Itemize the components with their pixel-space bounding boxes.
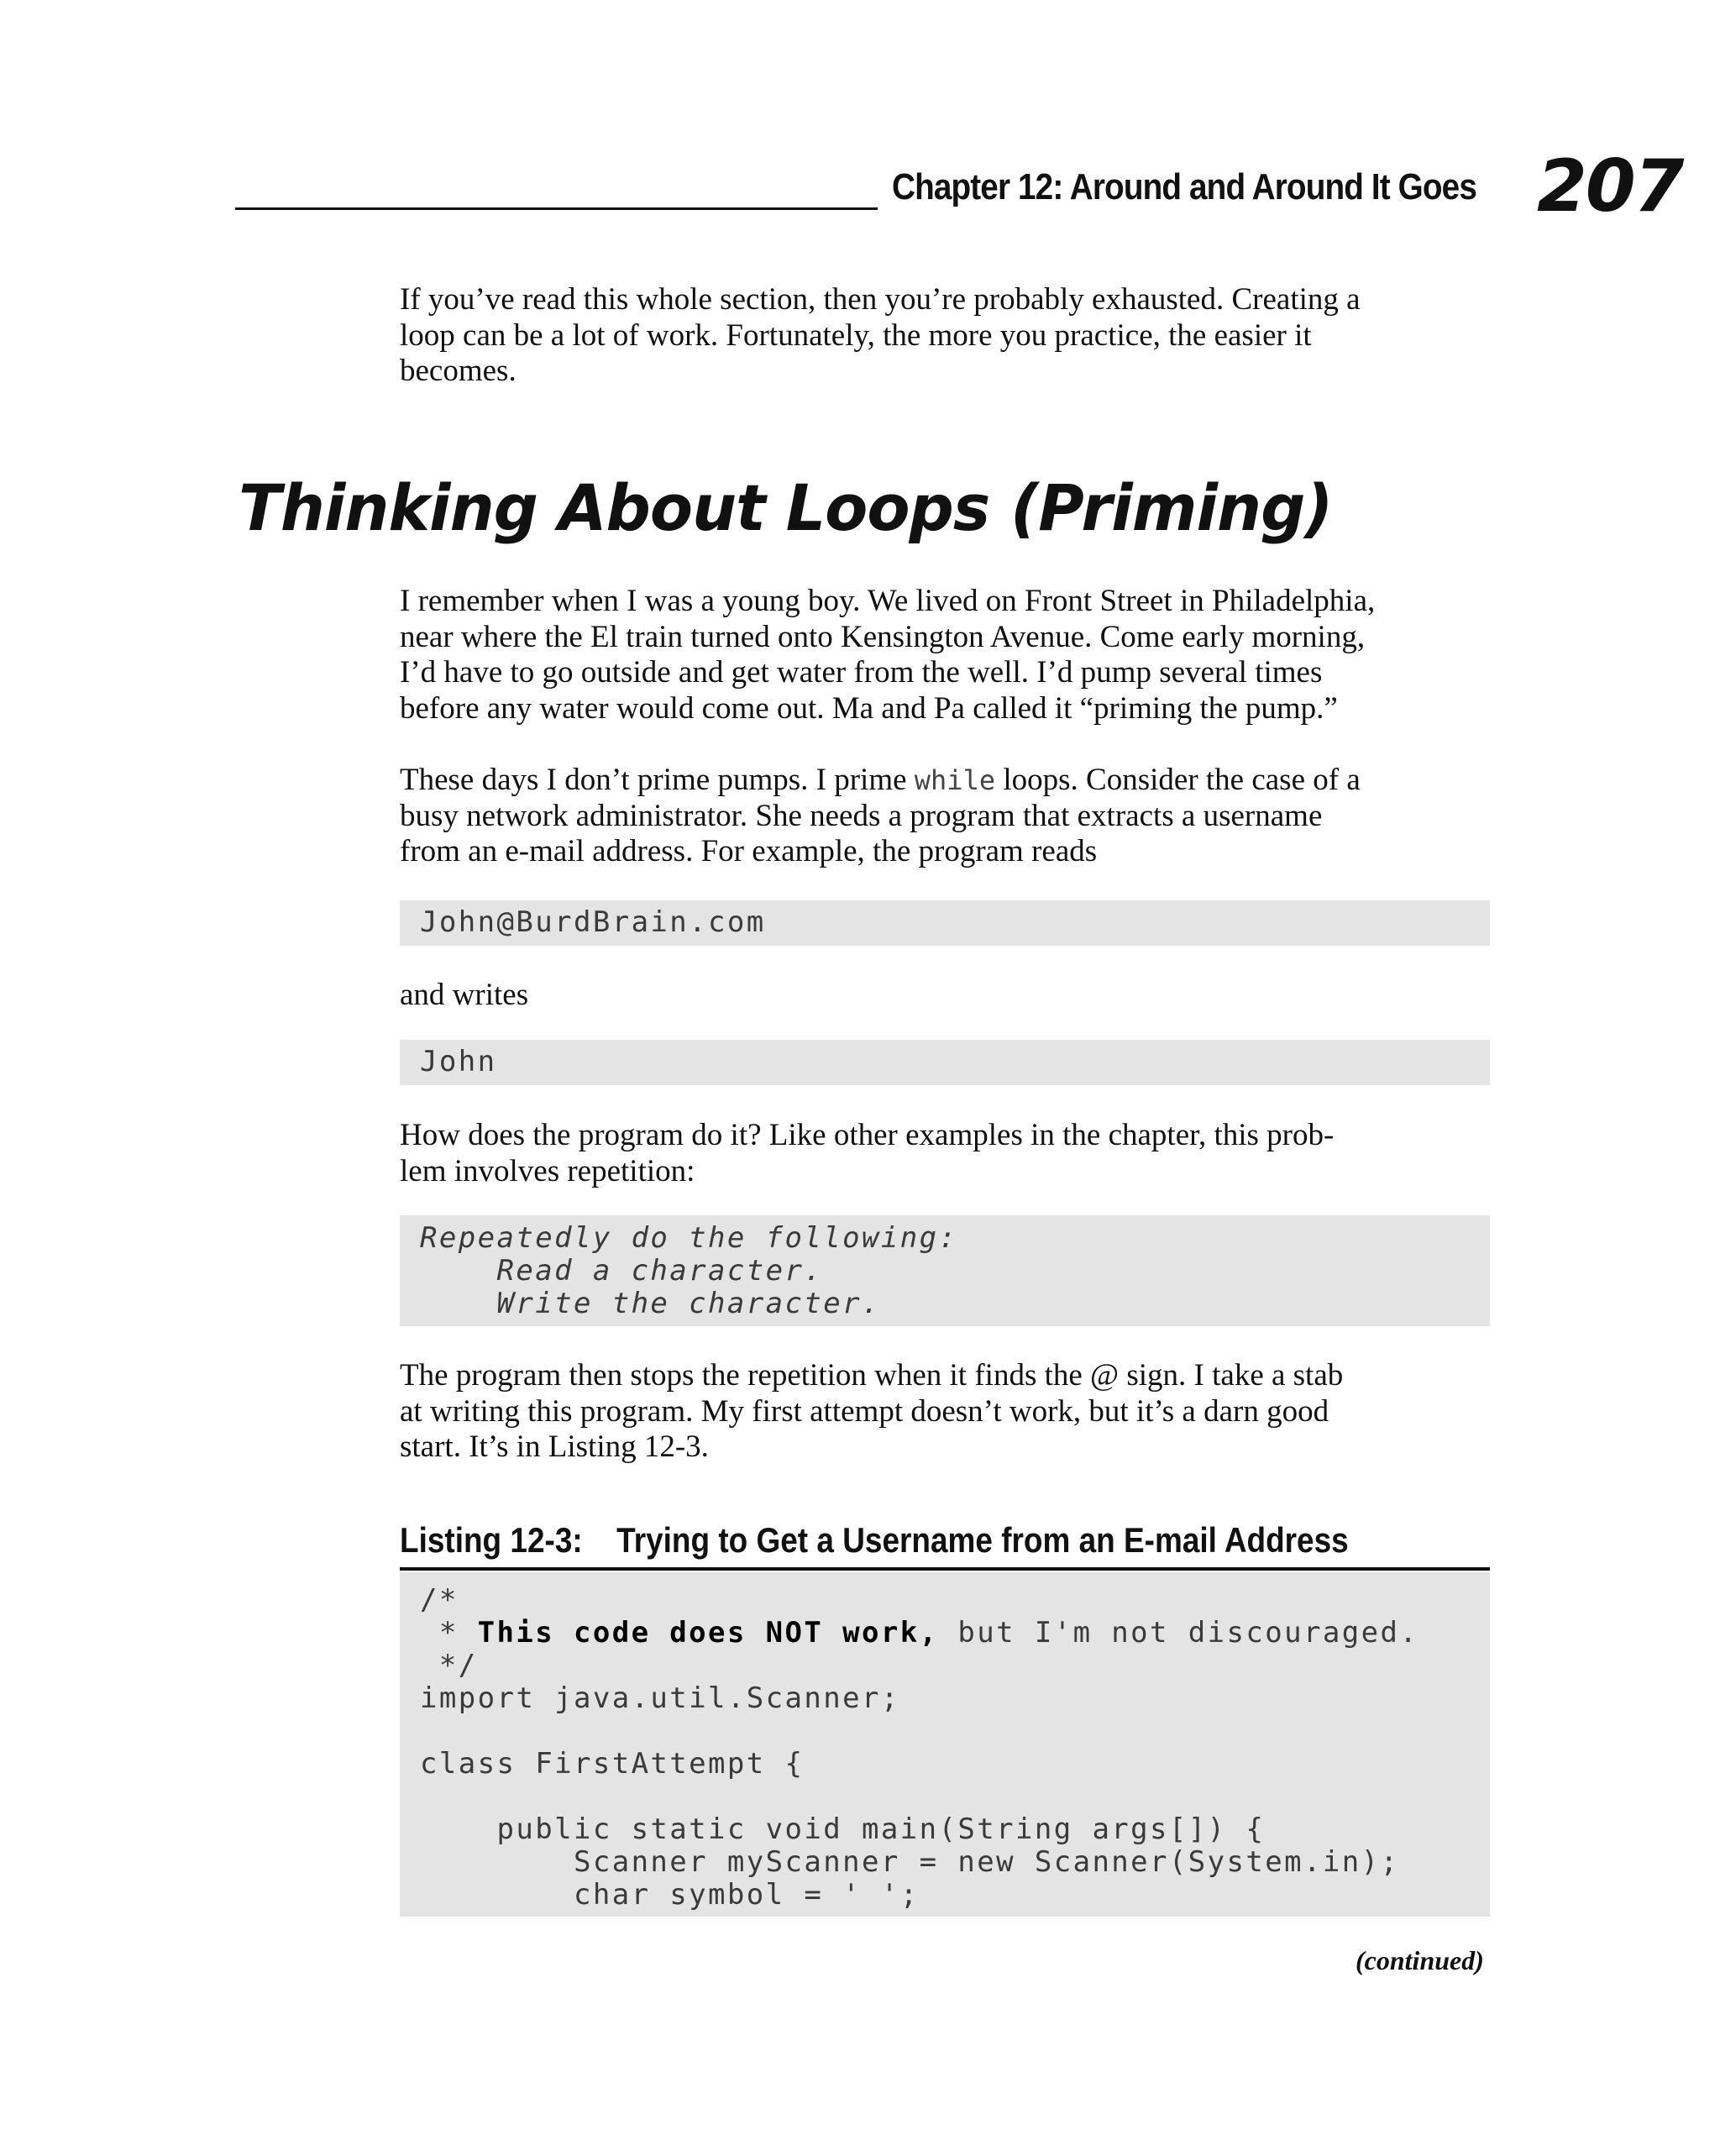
code-line: */ <box>420 1649 478 1682</box>
text-line: If you’ve read this whole section, then you’re probably exhausted. Creating a <box>400 282 1361 317</box>
code-fragment: but I'm not discouraged. <box>938 1616 1419 1650</box>
page-number: 207 <box>1537 144 1683 228</box>
section-heading: Thinking About Loops (Priming) <box>239 470 1333 545</box>
inline-code-while: while <box>914 764 996 796</box>
text-fragment: loops. Consider the case of a <box>995 763 1361 797</box>
code-fragment-bold: This code does NOT work, <box>477 1616 939 1650</box>
code-line: public static void main(String args[]) { <box>420 1812 1266 1846</box>
text-line: busy network administrator. She needs a program that extracts a username <box>400 798 1323 833</box>
code-line <box>420 1715 1490 1748</box>
code-box-pseudocode <box>400 1215 1490 1326</box>
code-line: Scanner myScanner = new Scanner(System.in); <box>420 1845 1400 1879</box>
code-line <box>420 1781 1490 1813</box>
code-line: char symbol = ' '; <box>420 1878 920 1912</box>
text-line: start. It’s in Listing 12-3. <box>400 1429 709 1464</box>
text-fragment: These days I don’t prime pumps. I prime <box>400 763 915 797</box>
code-fragment: * <box>420 1616 478 1650</box>
listing-title: Trying to Get a Username from an E-mail Address <box>616 1520 1349 1560</box>
continued-label: (continued) <box>1356 1945 1484 1975</box>
text-line <box>400 763 1492 799</box>
text-line: near where the El train turned onto Kensington Avenue. Come early morning, <box>400 619 1366 654</box>
code-line: Write the character. <box>420 1287 881 1320</box>
paragraph-network-admin <box>400 763 1492 870</box>
code-line: class FirstAttempt { <box>420 1747 805 1781</box>
listing-caption-inner <box>400 1520 1349 1561</box>
text-line: at writing this program. My first attempt doesn’t work, but it’s a darn good <box>400 1393 1329 1429</box>
code-box-email <box>400 900 1490 946</box>
text-line: before any water would come out. Ma and Pa called it “priming the pump.” <box>400 690 1338 726</box>
code-line: Read a character. <box>420 1254 824 1288</box>
code-line: Repeatedly do the following: <box>420 1221 958 1255</box>
header-rule <box>235 207 878 210</box>
intro-paragraph <box>400 282 1492 390</box>
code-box-listing <box>400 1572 1490 1917</box>
paragraph-first-attempt <box>400 1358 1492 1466</box>
paragraph-priming-story <box>400 584 1492 727</box>
paragraph-repetition <box>400 1118 1492 1189</box>
listing-rule <box>400 1567 1490 1571</box>
text-line: loop can be a lot of work. Fortunately, the more you practice, the easier it <box>400 317 1312 353</box>
code-line: John@BurdBrain.com <box>420 905 766 939</box>
code-line: /* <box>420 1583 459 1617</box>
text-line: from an e-mail address. For example, the program reads <box>400 834 1098 868</box>
text-line: I remember when I was a young boy. We lived on Front Street in Philadelphia, <box>400 584 1376 618</box>
text-line: I’d have to go outside and get water from the well. I’d pump several times <box>400 655 1323 690</box>
code-box-username <box>400 1040 1490 1085</box>
chapter-title: Chapter 12: Around and Around It Goes <box>892 166 1476 207</box>
paragraph-and-writes <box>400 978 1492 1014</box>
code-line: import java.util.Scanner; <box>420 1681 900 1715</box>
text-line: and writes <box>400 978 529 1012</box>
listing-label: Listing 12-3: <box>400 1520 583 1560</box>
code-line: John <box>420 1045 497 1078</box>
text-line: The program then stops the repetition when it finds the @ sign. I take a stab <box>400 1358 1344 1393</box>
text-line: How does the program do it? Like other examples in the chapter, this prob- <box>400 1118 1335 1152</box>
listing-caption <box>400 1520 1490 1561</box>
text-line: lem involves repetition: <box>400 1153 695 1188</box>
code-line <box>420 1617 1490 1650</box>
text-line: becomes. <box>400 354 517 388</box>
